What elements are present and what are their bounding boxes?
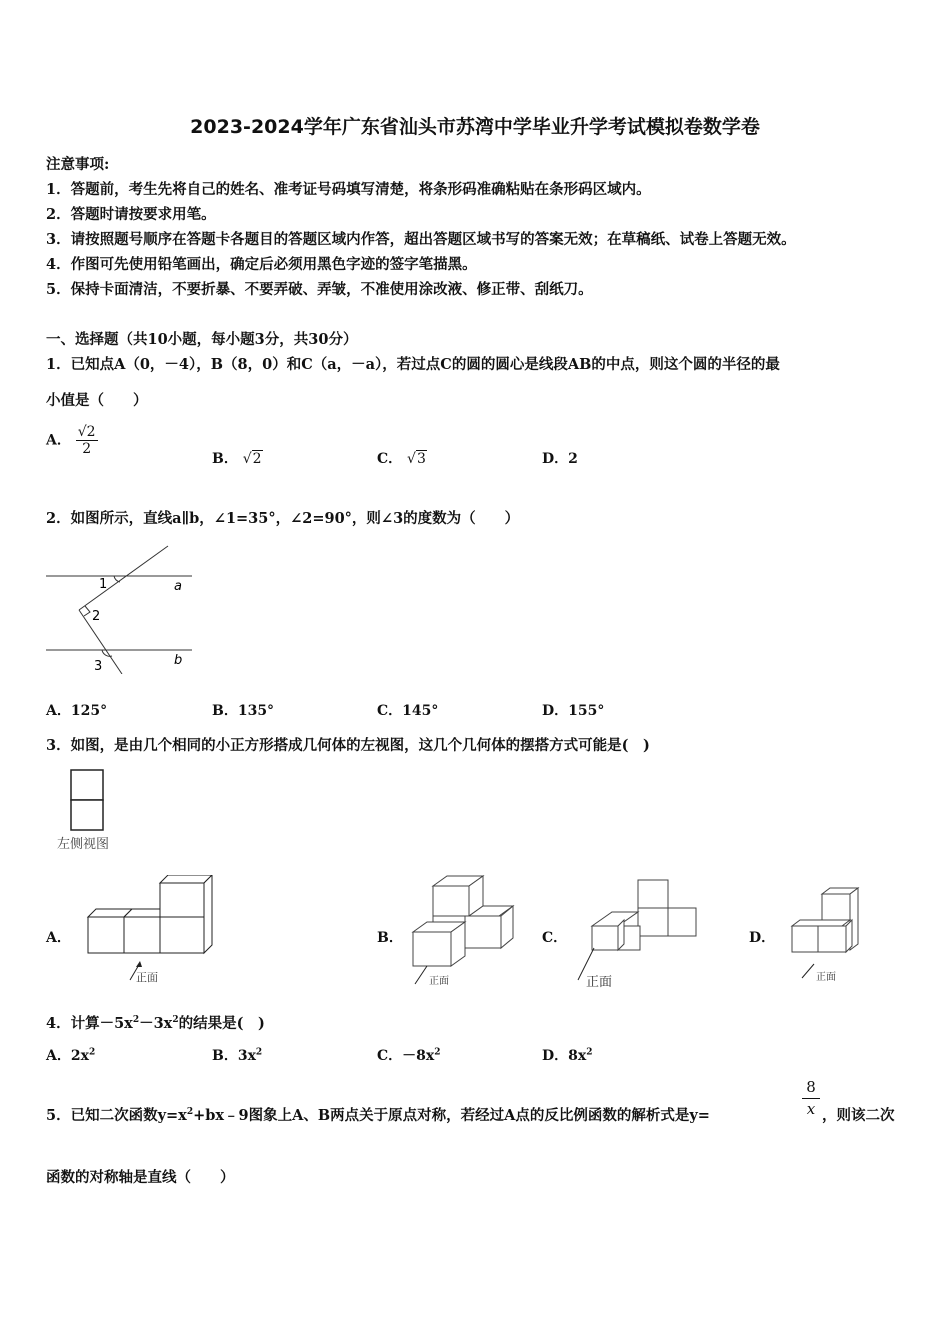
front-label: 正面: [136, 971, 158, 984]
q1-option-c-label: C．: [377, 451, 403, 467]
q1-option-b-value: 2: [252, 451, 262, 467]
q3-left-view-figure: [54, 768, 134, 856]
cube-front: [792, 926, 818, 952]
cube-front: [88, 917, 124, 953]
q4-option-c-exp: 2: [434, 1047, 441, 1058]
notes-heading: 注意事项:: [46, 156, 110, 173]
q4-exp2: 2: [172, 1015, 179, 1026]
q1-option-b-radical: √2: [242, 451, 262, 467]
cube-front: [160, 883, 204, 917]
cube-side: [618, 920, 624, 950]
q5-fraction-denominator: x: [802, 1098, 820, 1118]
line-label-a: a: [174, 579, 182, 594]
q4-option-c-text: C．－8x: [377, 1048, 435, 1064]
transversal-upper: [79, 546, 168, 610]
cube-front: [465, 916, 501, 948]
q3-option-b-figure: [405, 872, 523, 990]
q2-option-d[interactable]: D．155°: [542, 703, 605, 719]
q3-text: 3．如图，是由几个相同的小正方形搭成几何体的左视图，这几个几何体的摆搭方式可能是( ): [46, 737, 650, 754]
cube-front: [433, 886, 469, 916]
q4-text: [46, 1012, 265, 1033]
q2-option-b[interactable]: B．135°: [212, 703, 275, 719]
q1-option-b[interactable]: [212, 448, 263, 468]
note-item-2: 2．答题时请按要求用笔。: [46, 206, 216, 223]
q3-option-c-figure: [572, 876, 704, 990]
q3-option-a-figure: [82, 875, 222, 990]
note-item-1: 1．答题前，考生先将自己的姓名、准考证号码填写清楚，将条形码准确粘贴在条形码区域内。: [46, 181, 651, 198]
q2-text: 2．如图所示，直线a∥b，∠1=35°，∠2=90°，则∠3的度数为（ ）: [46, 510, 520, 527]
q3-option-c-label[interactable]: C．: [542, 930, 568, 946]
page-title: 2023-2024学年广东省汕头市苏湾中学毕业升学考试模拟卷数学卷: [190, 116, 760, 138]
q5-line1: [46, 1104, 710, 1125]
right-angle-mark: [84, 606, 90, 616]
q5-text-part1: 5．已知二次函数y=x: [46, 1107, 187, 1124]
cube-top: [160, 875, 212, 883]
front-label: 正面: [429, 976, 449, 987]
q1-option-d[interactable]: D．2: [542, 451, 578, 467]
cube-front: [668, 908, 696, 936]
q4-option-a[interactable]: [46, 1045, 95, 1065]
cube-front: [592, 926, 618, 950]
q5-fraction: [802, 1078, 820, 1118]
q3-option-a-label[interactable]: A．: [46, 930, 71, 946]
q4-text-part3: 的结果是( ): [178, 1015, 265, 1032]
note-item-5: 5．保持卡面清洁，不要折暴、不要弄破、弄皱，不准使用涂改液、修正带、刮纸刀。: [46, 281, 593, 298]
q4-option-b-exp: 2: [255, 1047, 263, 1058]
q4-option-c[interactable]: [377, 1045, 441, 1065]
cube-front: [638, 880, 668, 908]
q2-parallel-lines-figure: [44, 542, 194, 674]
q1-option-a-fraction: [76, 424, 98, 457]
q5-exp: 2: [186, 1107, 194, 1118]
cube-front: [124, 917, 160, 953]
cube-front: [638, 908, 668, 936]
q1-option-c-value: 3: [416, 451, 426, 467]
cube-side: [846, 920, 852, 952]
front-label: 正面: [816, 972, 836, 983]
q4-text-part1: 4．计算－5x: [46, 1015, 133, 1032]
cube-front: [413, 932, 451, 966]
q1-option-a-label: A．: [46, 432, 71, 449]
q4-option-a-text: A．2x: [46, 1048, 89, 1064]
angle-label-3: 3: [94, 659, 103, 674]
note-item-3: 3．请按照题号顺序在答题卡各题目的答题区域内作答，超出答题区域书写的答案无效；在草稿纸、试卷上答题无效。: [46, 231, 796, 248]
cube-front: [160, 917, 204, 953]
section-heading: 一、选择题（共10小题，每小题3分，共30分）: [46, 331, 358, 348]
q1-option-c-radical: √3: [407, 451, 426, 467]
front-arrow: [415, 966, 427, 984]
q5-fraction-numerator: 8: [806, 1078, 816, 1096]
line-label-b: b: [174, 653, 183, 668]
q4-text-part2: －3x: [139, 1015, 173, 1032]
q2-option-c[interactable]: C．145°: [377, 703, 439, 719]
q1-line2: 小值是（ ）: [46, 392, 148, 409]
q3-option-b-label[interactable]: B．: [377, 930, 403, 946]
view-square-bottom: [71, 800, 103, 830]
q4-option-d-exp: 2: [586, 1047, 593, 1058]
q1-option-b-label: B．: [212, 451, 238, 467]
view-square-top: [71, 770, 103, 800]
q4-option-b[interactable]: [212, 1045, 262, 1065]
q4-option-d[interactable]: [542, 1045, 593, 1065]
q4-exp1: 2: [132, 1015, 140, 1026]
front-arrow-head: [136, 961, 142, 967]
q4-option-a-exp: 2: [88, 1047, 96, 1058]
left-view-caption: 左侧视图: [57, 837, 110, 852]
cube-front: [818, 926, 846, 952]
angle-label-1: 1: [99, 577, 108, 592]
q4-option-b-text: B．3x: [212, 1048, 256, 1064]
angle-label-2: 2: [92, 609, 101, 624]
front-arrow: [802, 964, 814, 978]
q5-line1-end: ，则该二次: [822, 1107, 895, 1124]
cube-side: [204, 875, 212, 953]
q1-option-a[interactable]: [46, 424, 98, 457]
q1-line1: 1．已知点A（0，－4），B（8，0）和C（a，－a），若过点C的圆的圆心是线段AB的中点，则这个圆的半径的最: [46, 356, 780, 373]
q5-text-part2: +bx﹣9图象上A、B两点关于原点对称，若经过A点的反比例函数的解析式是y=: [193, 1107, 710, 1124]
front-label: 正面: [586, 975, 613, 990]
q1-option-a-denominator: 2: [76, 440, 98, 457]
cube-front: [822, 894, 850, 920]
q5-line2: 函数的对称轴是直线（ ）: [46, 1169, 235, 1186]
q1-option-a-numerator: √2: [77, 424, 96, 440]
note-item-4: 4．作图可先使用铅笔画出，确定后必须用黑色字迹的签字笔描黑。: [46, 256, 477, 273]
q3-option-d-label[interactable]: D．: [749, 930, 776, 946]
q3-option-d-figure: [786, 884, 862, 988]
q1-option-c[interactable]: [377, 448, 427, 468]
cube-top: [792, 920, 850, 926]
q4-option-d-text: D．8x: [542, 1048, 587, 1064]
q2-option-a[interactable]: A．125°: [46, 703, 108, 719]
